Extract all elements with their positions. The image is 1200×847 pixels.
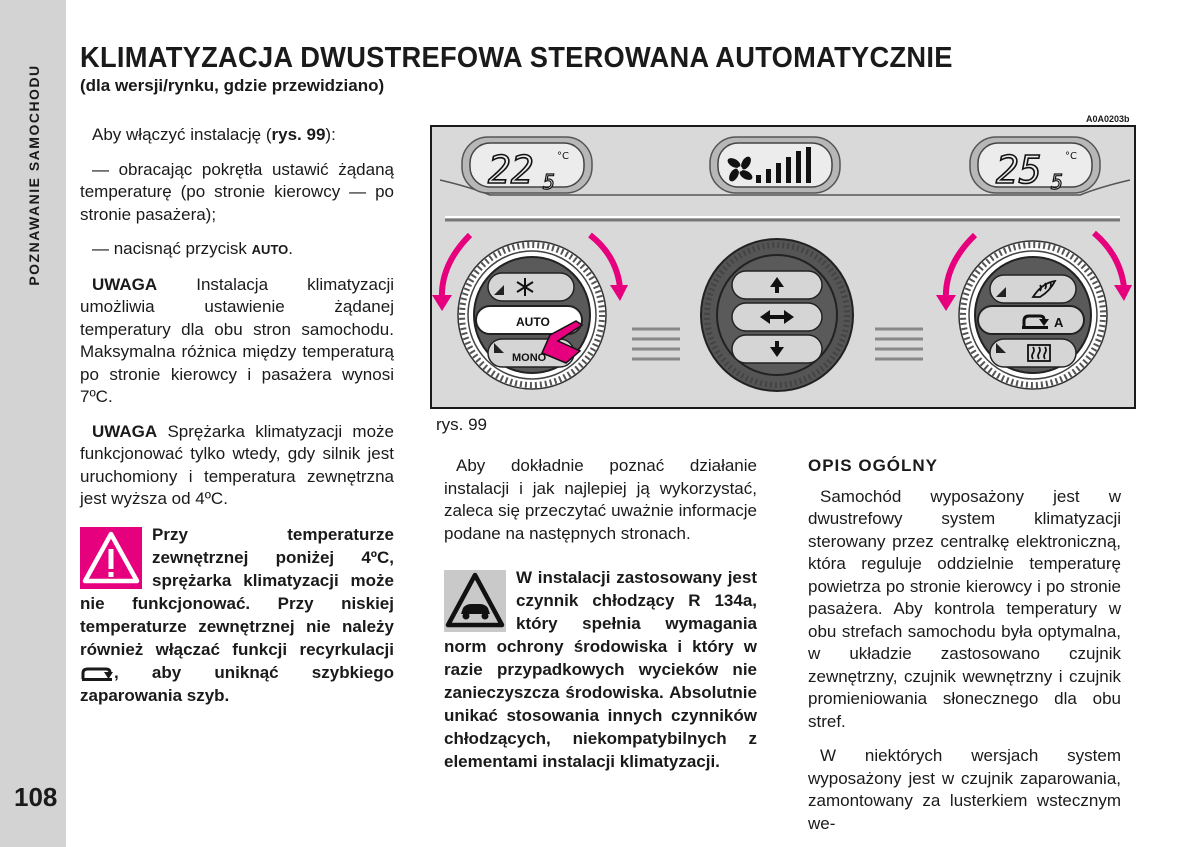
page-title: KLIMATYZACJA DWUSTREFOWA STEROWANA AUTOMATYCZNIE bbox=[80, 42, 953, 74]
auto-key: AUTO bbox=[251, 242, 289, 257]
left-temp-decimal: 5 bbox=[543, 170, 556, 194]
climate-control-panel-figure bbox=[430, 125, 1136, 409]
step-1: — obracając pokrętła ustawić żądaną temperaturę (po stronie kierowcy — po stronie pasażera); bbox=[80, 159, 394, 224]
right-temp-integer: 25 bbox=[996, 148, 1042, 192]
right-temp-unit: °C bbox=[1065, 151, 1077, 162]
environment-warning-icon bbox=[444, 570, 506, 632]
fan-speed-display bbox=[710, 137, 840, 193]
recirculation-icon bbox=[80, 666, 114, 682]
figure-code: A0A0203b bbox=[1086, 114, 1130, 124]
left-temp-integer: 22 bbox=[488, 148, 534, 192]
auto-button-label: AUTO bbox=[516, 315, 550, 329]
left-column bbox=[80, 124, 394, 523]
note-1: UWAGA Instalacja klimatyzacji umożliwia ustawienie żądanej temperatury dla obu stron samochodu. Maksymalna różnica między temperaturą po stronie kierowcy i pasażera wynosi 7ºC. bbox=[80, 274, 394, 406]
description-paragraph-2: W niektórych wersjach system wyposażony jest w czujnik zaparowania, zamontowany za lusterkiem wstecznym we- bbox=[808, 746, 1121, 833]
right-temperature-display bbox=[970, 137, 1100, 194]
page-number: 108 bbox=[14, 782, 58, 812]
info-paragraph: Aby dokładnie poznać działanie instalacji i jak najlepiej ją wykorzystać, zaleca się przeczytać uważnie informacje podane na następnych stronach. bbox=[444, 456, 757, 543]
mono-button-label: MONO bbox=[512, 352, 547, 364]
middle-column bbox=[444, 455, 757, 557]
step-2: — nacisnąć przycisk AUTO. bbox=[92, 239, 294, 258]
warning-triangle-icon bbox=[80, 527, 142, 589]
warning-block-left: Przy temperaturze zewnętrznej poniżej 4ºC, sprężarka klimatyzacji może nie funkcjonować. Przy niskiej temperaturze zewnętrznej nie należy również włączać funkcji recyrkulacji , aby uniknąć szybkiego zaparowania szyb. bbox=[80, 525, 394, 705]
left-temp-unit: °C bbox=[557, 151, 569, 162]
figure-caption: rys. 99 bbox=[436, 415, 488, 434]
description-paragraph-1: Samochód wyposażony jest w dwustrefowy system klimatyzacji sterowany przez centralkę elektroniczną, która reguluje oddzielnie temperaturę powietrza po stronie kierowcy i po stronie pasażera. Aby kontrola temperatury w obu strefach samochodu była optymalna, w układzie zastosowano czujnik zewnętrzny, czujnik wewnętrzny i czujnik promieniowania słonecznego dla obu stref. bbox=[808, 486, 1121, 731]
figure-ref: rys. 99 bbox=[271, 125, 326, 144]
intro-paragraph: Aby włączyć instalację (rys. 99): bbox=[92, 125, 336, 144]
recirculation-auto-label: A bbox=[1054, 315, 1064, 330]
left-temperature-knob[interactable] bbox=[458, 241, 606, 389]
section-heading: OPIS OGÓLNY bbox=[808, 456, 939, 475]
right-temp-decimal: 5 bbox=[1051, 170, 1064, 194]
right-temperature-knob[interactable] bbox=[959, 241, 1107, 389]
warning-block-environment: W instalacji zastosowany jest czynnik chłodzący R 134a, który spełnia wymagania norm ochrony środowiska i który w razie przypadkowych wycieków nie zanieczyszcza środowiska. Absolutnie unikać stosowania innych czynników chłodzących, niekompatybilnych z elementami instalacji klimatyzacji. bbox=[444, 568, 757, 771]
left-temperature-display bbox=[462, 137, 592, 194]
section-label: POZNAWANIE SAMOCHODU bbox=[26, 64, 42, 286]
air-distribution-knob[interactable] bbox=[701, 239, 853, 391]
page-subtitle: (dla wersji/rynku, gdzie przewidziano) bbox=[80, 76, 385, 95]
sidebar bbox=[0, 0, 66, 847]
note-2: UWAGA Sprężarka klimatyzacji może funkcjonować tylko wtedy, gdy silnik jest uruchomiony i temperatura zewnętrzna jest wyższa od 4ºC. bbox=[80, 421, 394, 508]
right-column bbox=[808, 455, 1121, 847]
